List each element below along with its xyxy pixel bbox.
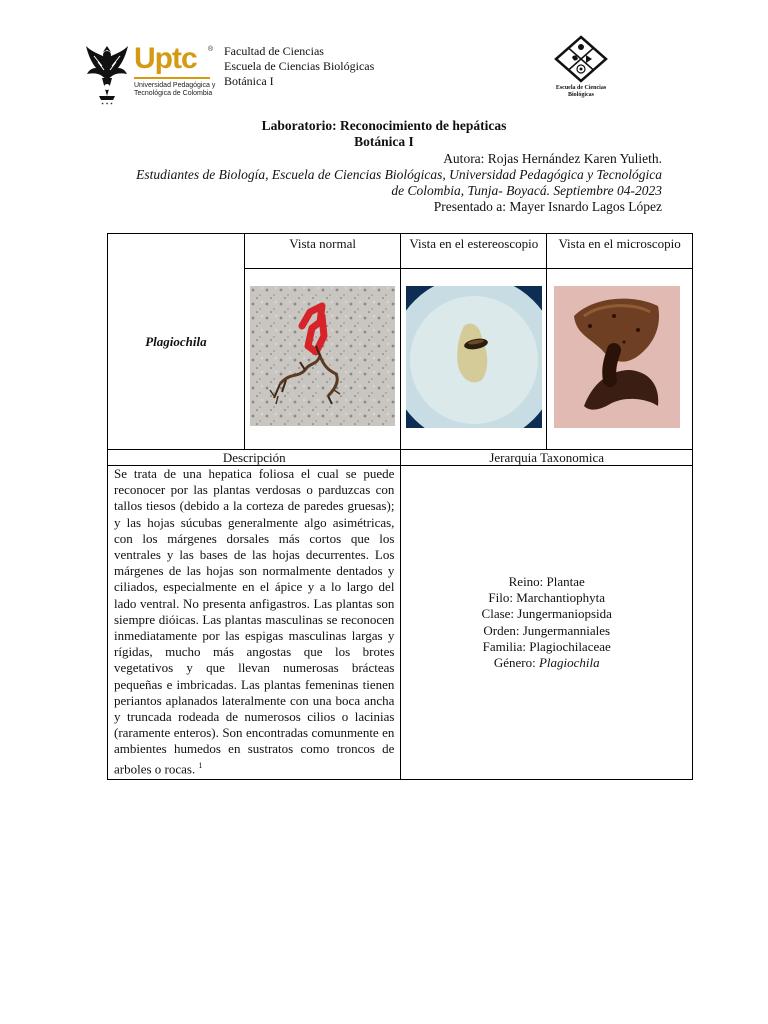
course-line: Botánica I bbox=[224, 74, 274, 88]
eagle-crest-icon bbox=[84, 40, 130, 106]
uptc-logo bbox=[134, 44, 218, 100]
description-text: Se trata de una hepatica foliosa el cual se puede reconocer por las plantas verdosas o parduzcas con tallos tiesos (debido a la corteza de paredes gruesas); y las hojas súcubas generalmente algo asimétricas, con los márgenes dorsales más cortos que los ventrales y las bases de las hojas decurrentes. Los márgenes de las hojas son normalmente dentados y ciliados, especialmente en el ápice y a lo largo del lado ventral. No presenta anfigastros. Las plantas son siempre dióicas. Las plantas masculinas se reconocen inmediatamente por las espigas masculinas largas y rígidas, mucho más angostas que los brotes vegetativos y que llevan numerosas brácteas pequeñas e imbricadas. Las plantas femeninas tienen periantos aplanados lateralmente con una boca ancha y truncada rodeada de numerosos cilios o lacinias (raramente enteros). Son encontradas comunmente en ambientes humedos en sustratos como troncos de arboles o rocas. bbox=[114, 466, 395, 776]
faculty-line: Facultad de Ciencias bbox=[224, 44, 324, 58]
school-line: Escuela de Ciencias Biológicas bbox=[224, 59, 375, 73]
school-logo-caption: Escuela de Ciencias Biológicas bbox=[555, 85, 607, 98]
genus-value: Plagiochila bbox=[538, 655, 600, 670]
school-emblem-icon bbox=[546, 35, 616, 85]
affiliation-line-2: de Colombia, Tunja- Boyacá. Septiembre 04-2023 bbox=[391, 183, 662, 198]
specimen-microscope-photo bbox=[554, 286, 680, 428]
description-cell bbox=[108, 466, 401, 780]
affiliation-line-1: Estudiantes de Biología, Escuela de Ciencias Biológicas, Universidad Pedagógica y Tecnológica bbox=[136, 167, 662, 182]
image-cell-normal bbox=[244, 269, 401, 450]
observation-table bbox=[107, 233, 693, 780]
author-line: Autora: Rojas Hernández Karen Yulieth. bbox=[443, 151, 662, 166]
column-header-stereoscope: Vista en el estereoscopio bbox=[401, 234, 547, 269]
title-line: Laboratorio: Reconocimiento de hepáticas bbox=[261, 118, 507, 133]
image-cell-microscope bbox=[547, 269, 693, 450]
taxonomy-kingdom: Reino: Plantae bbox=[508, 573, 585, 589]
school-logo bbox=[546, 35, 616, 113]
species-name: Plagiochila bbox=[145, 333, 207, 349]
species-cell bbox=[108, 234, 245, 450]
taxonomy-cell bbox=[401, 466, 693, 780]
faculty-info bbox=[224, 44, 374, 89]
subtitle-line: Botánica I bbox=[354, 134, 414, 149]
taxonomy-order: Orden: Jungermanniales bbox=[483, 622, 611, 638]
image-cell-stereoscope bbox=[401, 269, 547, 450]
genus-label: Género: bbox=[493, 655, 539, 670]
column-header-microscope: Vista en el microscopio bbox=[547, 234, 693, 269]
taxonomy-genus bbox=[401, 655, 692, 671]
taxonomy-class: Clase: Jungermaniopsida bbox=[481, 606, 612, 622]
document-header bbox=[84, 38, 684, 110]
specimen-stereoscope-photo bbox=[406, 286, 542, 428]
footnote-marker: 1 bbox=[198, 760, 203, 770]
specimen-normal-photo bbox=[250, 286, 395, 426]
presented-to-line: Presentado a: Mayer Isnardo Lagos López bbox=[433, 199, 662, 214]
taxonomy-family: Familia: Plagiochilaceae bbox=[482, 638, 611, 654]
column-header-normal: Vista normal bbox=[244, 234, 401, 269]
taxonomy-header: Jerarquia Taxonomica bbox=[401, 450, 693, 466]
uptc-logo-text: Uptc bbox=[134, 42, 197, 75]
taxonomy-phylum: Filo: Marchantiophyta bbox=[488, 590, 606, 606]
svg-text:✶ ✶ ✶: ✶ ✶ ✶ bbox=[100, 101, 114, 106]
logo-underline bbox=[134, 77, 210, 79]
uptc-subtitle: Universidad Pedagógica y Tecnológica de Colombia bbox=[134, 82, 216, 97]
registered-mark: ® bbox=[208, 46, 214, 53]
document-title bbox=[84, 118, 684, 150]
description-header: Descripción bbox=[108, 450, 401, 466]
